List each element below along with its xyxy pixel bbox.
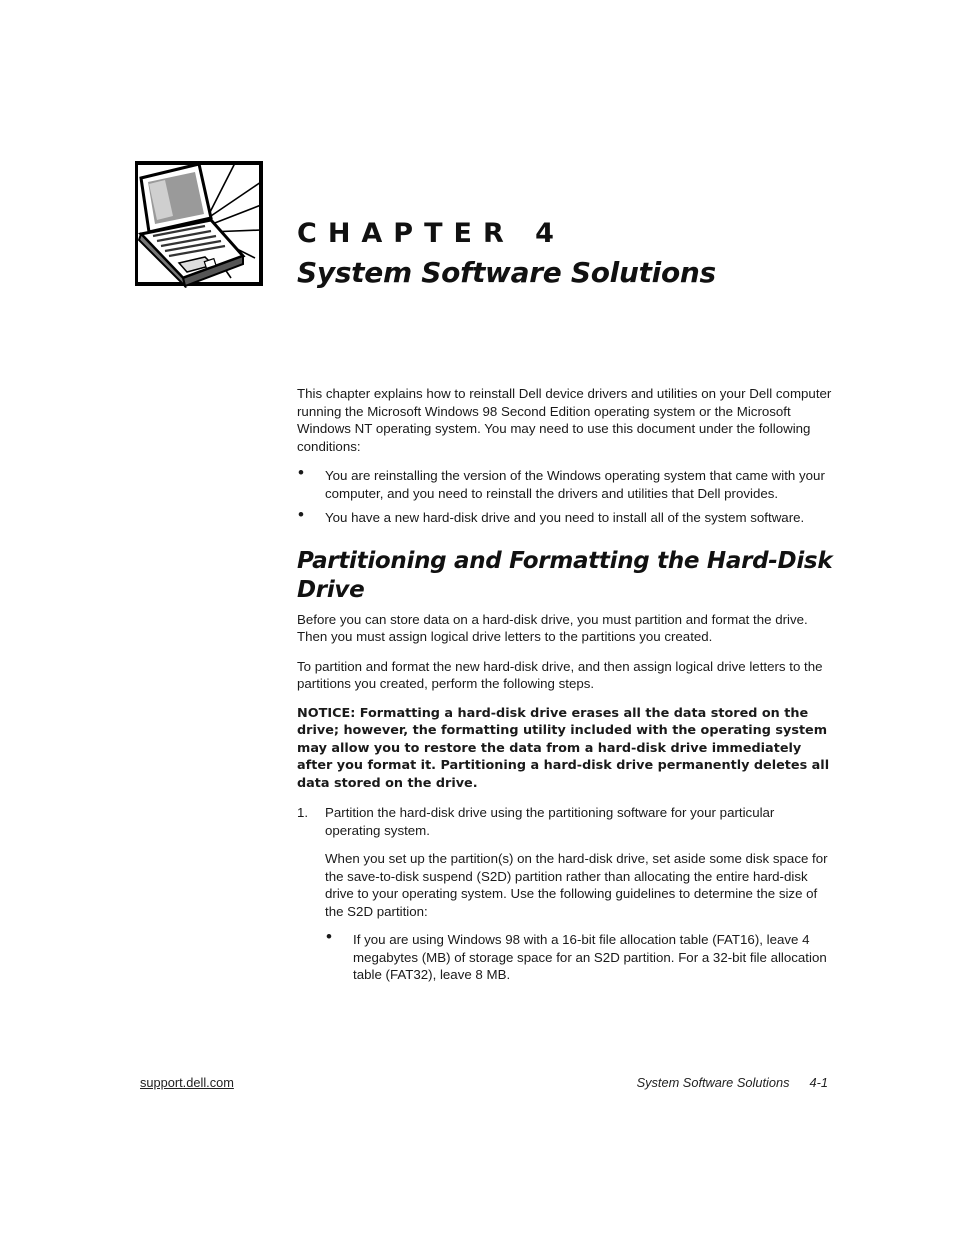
section-heading: Partitioning and Formatting the Hard-Disk Drive [297, 547, 833, 603]
steps-list [297, 804, 833, 984]
laptop-icon [135, 160, 263, 288]
section-paragraph: To partition and format the new hard-disk drive, and then assign logical drive letters to the partitions you created, perform the following steps. [297, 658, 823, 691]
step-detail: When you set up the partition(s) on the hard-disk drive, set aside some disk space for the save-to-disk suspend (S2D) partition rather than allocating the entire hard-disk drive to your operating system. Use the following guidelines to determine the size of the S2D partition: [325, 851, 828, 919]
notice-text: NOTICE: Formatting a hard-disk drive erases all the data stored on the drive; however, the formatting utility included with the operating system may allow you to restore the data from a hard-disk drive immediately after you format it. Partitioning a hard-disk drive permanently deletes all data stored on the drive. [297, 705, 830, 791]
section-paragraph: Before you can store data on a hard-disk drive, you must partition and format the drive. Then you must assign logical drive letters to the partitions you created. [297, 611, 808, 644]
list-item: • You have a new hard-disk drive and you need to install all of the system software. [297, 509, 833, 527]
chapter-content [297, 385, 833, 998]
page-number: 4-1 [809, 1075, 828, 1090]
list-item: • You are reinstalling the version of the Windows operating system that came with your computer, and you need to reinstall the drivers and utilities that Dell provides. [297, 467, 833, 502]
step-number: 1. [297, 805, 309, 820]
intro-paragraph: This chapter explains how to reinstall Dell device drivers and utilities on your Dell computer running the Microsoft Windows 98 Second Edition operating system or the Microsoft Windows NT operating system. You may need to use this document under the following conditions: [297, 386, 832, 454]
list-item: • If you are using Windows 98 with a 16-bit file allocation table (FAT16), leave 4 megabytes (MB) of storage space for an S2D partition. For a 32-bit file allocation table (FAT32), leave 8 MB. [325, 931, 833, 984]
chapter-label: CHAPTER 4 [297, 218, 565, 249]
page-footer [637, 1075, 828, 1090]
step-item [297, 804, 833, 984]
footer-title: System Software Solutions [636, 1075, 790, 1090]
chapter-title: System Software Solutions [297, 256, 716, 289]
intro-bullet-list [297, 467, 833, 527]
support-link[interactable]: support.dell.com [140, 1075, 234, 1090]
step-text: Partition the hard-disk drive using the partitioning software for your particular operating system. [325, 805, 775, 838]
step-bullet-list [325, 931, 833, 984]
